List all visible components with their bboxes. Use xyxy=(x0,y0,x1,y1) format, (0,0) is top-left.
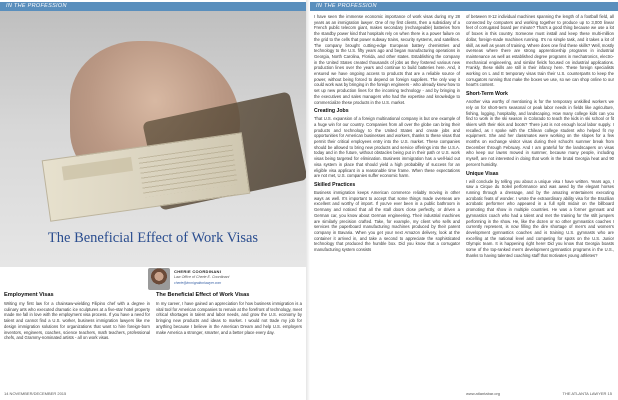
section-header xyxy=(310,2,618,11)
subheading-creating-jobs: Creating Jobs xyxy=(314,108,349,115)
subheading-unique-visas: Unique Visas xyxy=(466,170,499,177)
column-text: In my career, I have gained an appreciation for how business immigration is a vital tool for American companies to remain at the forefront of technology, meet critical shortages in talent and labor needs, and grow the U.S. economy by bringing new products and ideas to market. I would not trade my job for anything because I believe in the American Dream and help U.S. employers make America a stronger, smarter, and a better place every day. xyxy=(156,301,302,335)
column-text: I will conclude by telling you about a unique visa I have written. Years ago, I saw a Cirque du Soleil performance and was awed by the elegant horses running through a dressage, and by the amazing entertainers executing acrobatic feats of wonder. I wrote the extraordinary ability visa for the Brazilian acrobatic performer who appeared in a full split midair on the billboard promoting that show in multiple countries. He was a former gymnast and gymnastics coach who had a talent and met the training for the stilt jumpers performing in the show. He, like the dozen or so other gymnastics coaches I currently represent, is now filling the dire shortage of men's and women's development gymnastics coaches and is training U.S. gymnasts who are excelling at the national level and competing for spots on the U.S. Junior Olympic team. It is happening right here! Did you know that Georgia boasts some of the top-ranked men's development gymnastics programs in the U.S., thanks to having talented coaching staff that motivates young athletes? xyxy=(466,178,614,258)
author-name: CHERIE COORDINANI xyxy=(174,269,222,274)
column-heading: The Beneficial Effect of Work Visas xyxy=(156,292,250,298)
left-column-1 xyxy=(4,292,150,343)
page-footer: 14 NOVEMBER/DECEMBER 2015 xyxy=(4,391,67,396)
left-page xyxy=(0,0,306,400)
section-header xyxy=(0,2,306,11)
article-title: The Beneficial Effect of Work Visas xyxy=(47,230,259,246)
footer-website[interactable]: www.atlantabar.org xyxy=(466,391,501,396)
right-page xyxy=(310,0,618,400)
subheading-short-term-work: Short-Term Work xyxy=(466,91,508,98)
column-text: I have seen the immense economic importance of work visas during my 28 years as an immigration lawyer. One of my first clients, then a subsidiary of a French public telecom giant, makes secondary (rechargeable) batteries from the standby power kind that hospitals rely on when there is a power failure on the grid to the cells that power subway trains, security systems, and satellites. The company brought cutting-edge European battery chemistries and technology to the U.S. fifty years ago and began manufacturing operations in Georgia, North Carolina, Florida, and other states. Establishing the company in the United States created thousands of jobs as they fostered various new production lines over the years and continue to build batteries here. And, it ensured we have ongoing access to products that are a reliable source of power, without being forced to depend on foreign suppliers. The only way it could work was by bringing in the foreign engineers - who already knew how to set up new production lines for the incoming technology - and by bringing in the executives and sales managers who had the expertise and knowledge to commercialize these products in the U.S. market. xyxy=(314,14,460,105)
column-text: Writing my first law for a chainsaw-wielding Filipino chef with a degree in culinary arts who executed dramatic ice sculptures at a five-star hotel property made me fall in love with the employment visa process. If you have a need for talent and cannot find a U.S. worker, business immigration lawyers like me design immigration solutions for organizations that want to hire foreign-born inventors, engineers, coaches, science teachers, math teachers, professional chefs, and Grammy-nominated artists - all on work visas. xyxy=(4,301,150,341)
author-email[interactable]: cherie@immigrationlawyer.com xyxy=(174,281,222,285)
right-column-2 xyxy=(466,14,614,260)
column-text: Business immigration keeps American commerce reliably moving in other ways as well. It's important to accept that some things made overseas are excellent and worthy of import. If you've ever been in a public bathroom in Germany and noticed that all the stall doors close perfectly, or driven a German car, you know about German engineering. Their industrial machines are similarly precision crafted. Take, for example, my client who sells and services the paperboard manufacturing machines produced by their parent company in Bavaria. When you get your next Amazon delivery, look at the container it arrived in, and take a second to appreciate the sophisticated technology that produced the humble box. Did you know that a corrugator manufacturing system consists xyxy=(314,189,460,253)
author-firm: Law Office of Cherie E. Coordinani xyxy=(174,275,230,279)
column-text: of between 8-12 individual machines spanning the length of a football field, all connected by computers and working together to produce up to 3,000 linear feet of corrugated board per minute? That's a good thing because we use a lot of boxes in this country. Someone must install and keep these multi-million dollar, foreign-made machines running. It's no simple task, and it takes a lot of skill, as well as years of training. Where does one find these skills? Well, mostly overseas where there are strong apprenticeship programs in industrial maintenance as well as established degree programs in mechatronics, electro-mechanical engineering, and similar fields focused on industrial applications. Frankly, these skills are still in their infancy here. These foreign specialists working on L and E temporary visas train their U.S. counterparts to keep the corrugators running that make the boxes we use, so we can shop online to our heart's content. xyxy=(466,14,614,88)
column-heading: Employment Visas xyxy=(4,292,54,298)
author-avatar xyxy=(148,268,170,290)
page-footer: THE ATLANTA LAWYER 15 xyxy=(562,391,612,396)
column-text: That U.S. expansion of a foreign multinational company is but one example of a huge win for our country. Companies from all over the globe can bring their products and technology to the United States and create jobs and opportunities for American businesses and workers, thanks to these visas that permit their critical employees entry into the U.S. market. These companies should be allowed to bring new products and service offerings into the U.S.A. today and in the future, without obstacles being put in their path or U.S. work visas being targeted for elimination. Business immigration has a well-laid out visa system in place that should yield a high probability of success for an eligible visa applicant in a reasonable time frame. When these expectations are not met, U.S. companies suffer economic harm. xyxy=(314,116,460,179)
column-text: Another visa worthy of mentioning is for the temporary unskilled workers we rely on for short-term seasonal or peak labor needs in fields like agriculture, fishing, logging, hospitality, and landscaping. How many college kids can you find to work in the ski season in Colorado to teach the kids in ski school or fit skiers with their skis and boots? There just is not enough local labor supply. I recalled, as I spoke with the Chilean college student who helped fit my equipment. She and her classmates were working on the slopes for a few months on exchange visitor visas during their school's summer break from December through February. And I am grateful for the landscapers on visas who keep our lawns mowed in summer, because many people, including myself, are not interested in doing that work in the brutal Georgia heat and 90 percent humidity. xyxy=(466,99,614,167)
left-column-2 xyxy=(156,292,302,337)
feature-photo xyxy=(0,11,306,267)
right-column-1 xyxy=(314,14,460,255)
subheading-skilled-practices: Skilled Practices xyxy=(314,181,356,188)
section-header-label: IN THE PROFESSION xyxy=(6,3,67,9)
section-header-label: IN THE PROFESSION xyxy=(316,3,377,9)
